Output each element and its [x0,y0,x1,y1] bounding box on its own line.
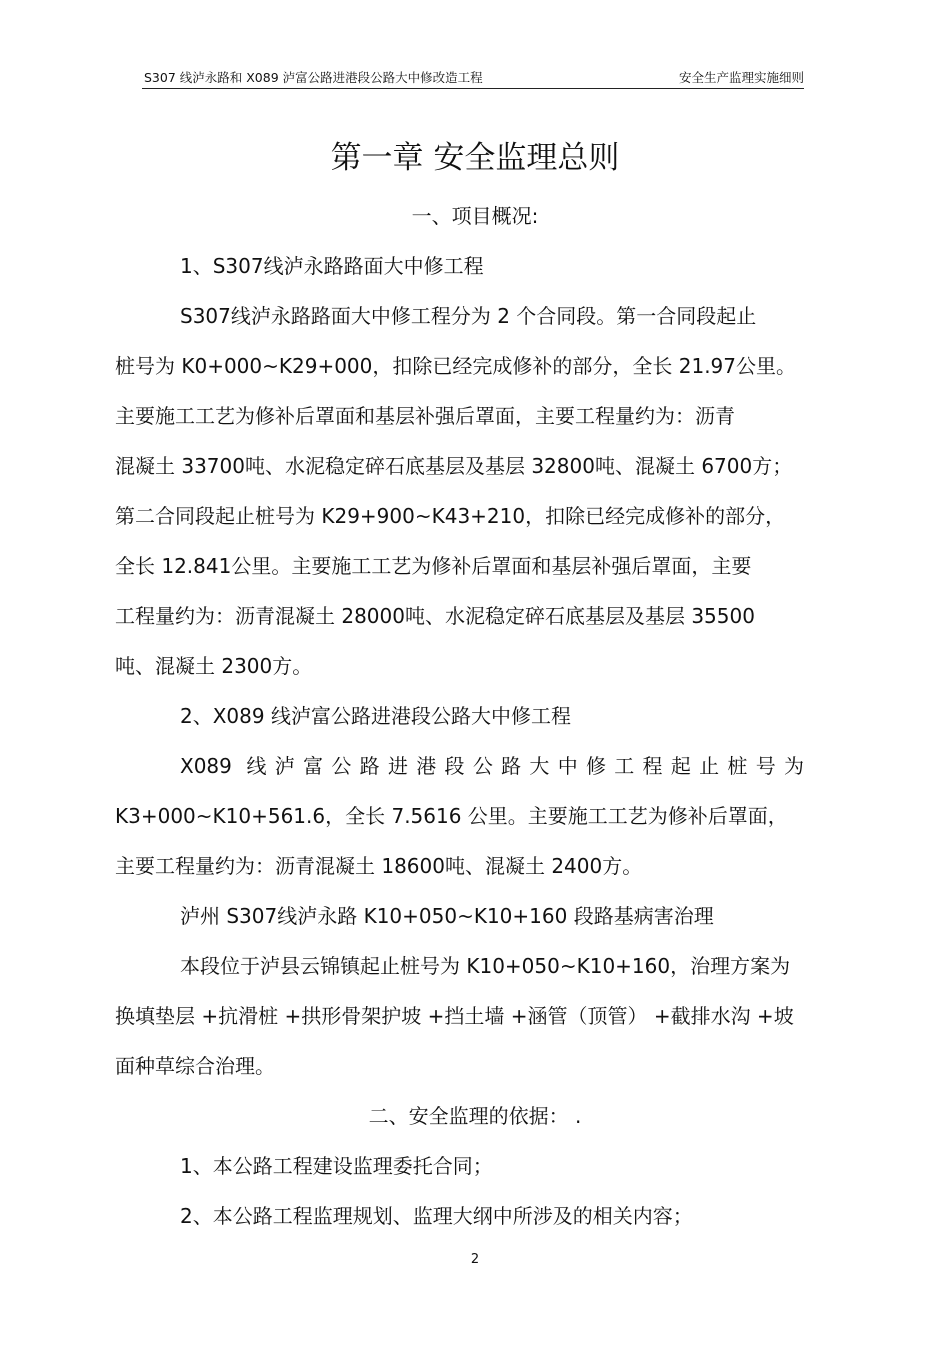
section-heading-project-overview: 一、项目概况: [411,204,539,228]
subsection-heading-s307: 1、S307线泸永路路面大中修工程 [180,254,484,278]
paragraph-line: X089 线泸富公路进港段公路大中修工程起止桩号为 [180,754,804,778]
header-project-title: S307 线泸永路和 X089 泸富公路进港段公路大中修改造工程 [144,70,483,85]
section-heading-basis: 二、安全监理的依据： . [368,1104,582,1128]
paragraph-line: 第二合同段起止桩号为 K29+900~K43+210，扣除已经完成修补的部分， [115,504,786,528]
paragraph-line: S307线泸永路路面大中修工程分为 2 个合同段。第一合同段起止 [180,304,757,328]
page-number: 2 [470,1252,480,1267]
list-item: 2、本公路工程监理规划、监理大纲中所涉及的相关内容； [180,1204,693,1228]
chapter-title: 第一章 安全监理总则 [330,140,620,176]
paragraph-line: 全长 12.841公里。主要施工工艺为修补后罩面和基层补强后罩面，主要 [115,554,752,578]
paragraph-line: 吨、混凝土 2300方。 [115,654,313,678]
list-item: 1、本公路工程建设监理委托合同； [180,1154,493,1178]
paragraph-line: 主要工程量约为：沥青混凝土 18600吨、混凝土 2400方。 [115,854,643,878]
subsection-heading-subgrade: 泸州 S307线泸永路 K10+050~K10+160 段路基病害治理 [180,904,714,928]
header-document-title: 安全生产监理实施细则 [678,70,804,85]
paragraph-line: 本段位于泸县云锦镇起止桩号为 K10+050~K10+160，治理方案为 [180,954,791,978]
paragraph-line: 主要施工工艺为修补后罩面和基层补强后罩面，主要工程量约为：沥青 [115,404,735,428]
paragraph-line: 工程量约为：沥青混凝土 28000吨、水泥稳定碎石底基层及基层 35500 [115,604,755,628]
subsection-heading-x089: 2、X089 线泸富公路进港段公路大中修工程 [180,704,571,728]
paragraph-line: K3+000~K10+561.6，全长 7.5616 公里。主要施工工艺为修补后罩面， [115,804,788,828]
paragraph-line: 桩号为 K0+000~K29+000，扣除已经完成修补的部分，全长 21.97公里。 [115,354,796,378]
paragraph-line: 混凝土 33700吨、水泥稳定碎石底基层及基层 32800吨、混凝土 6700方； [115,454,793,478]
page-header [142,68,804,89]
paragraph-line: 面种草综合治理。 [115,1054,275,1078]
paragraph-line: 换填垫层 +抗滑桩 +拱形骨架护坡 +挡土墙 +涵管（顶管） +截排水沟 +坡 [115,1004,794,1028]
